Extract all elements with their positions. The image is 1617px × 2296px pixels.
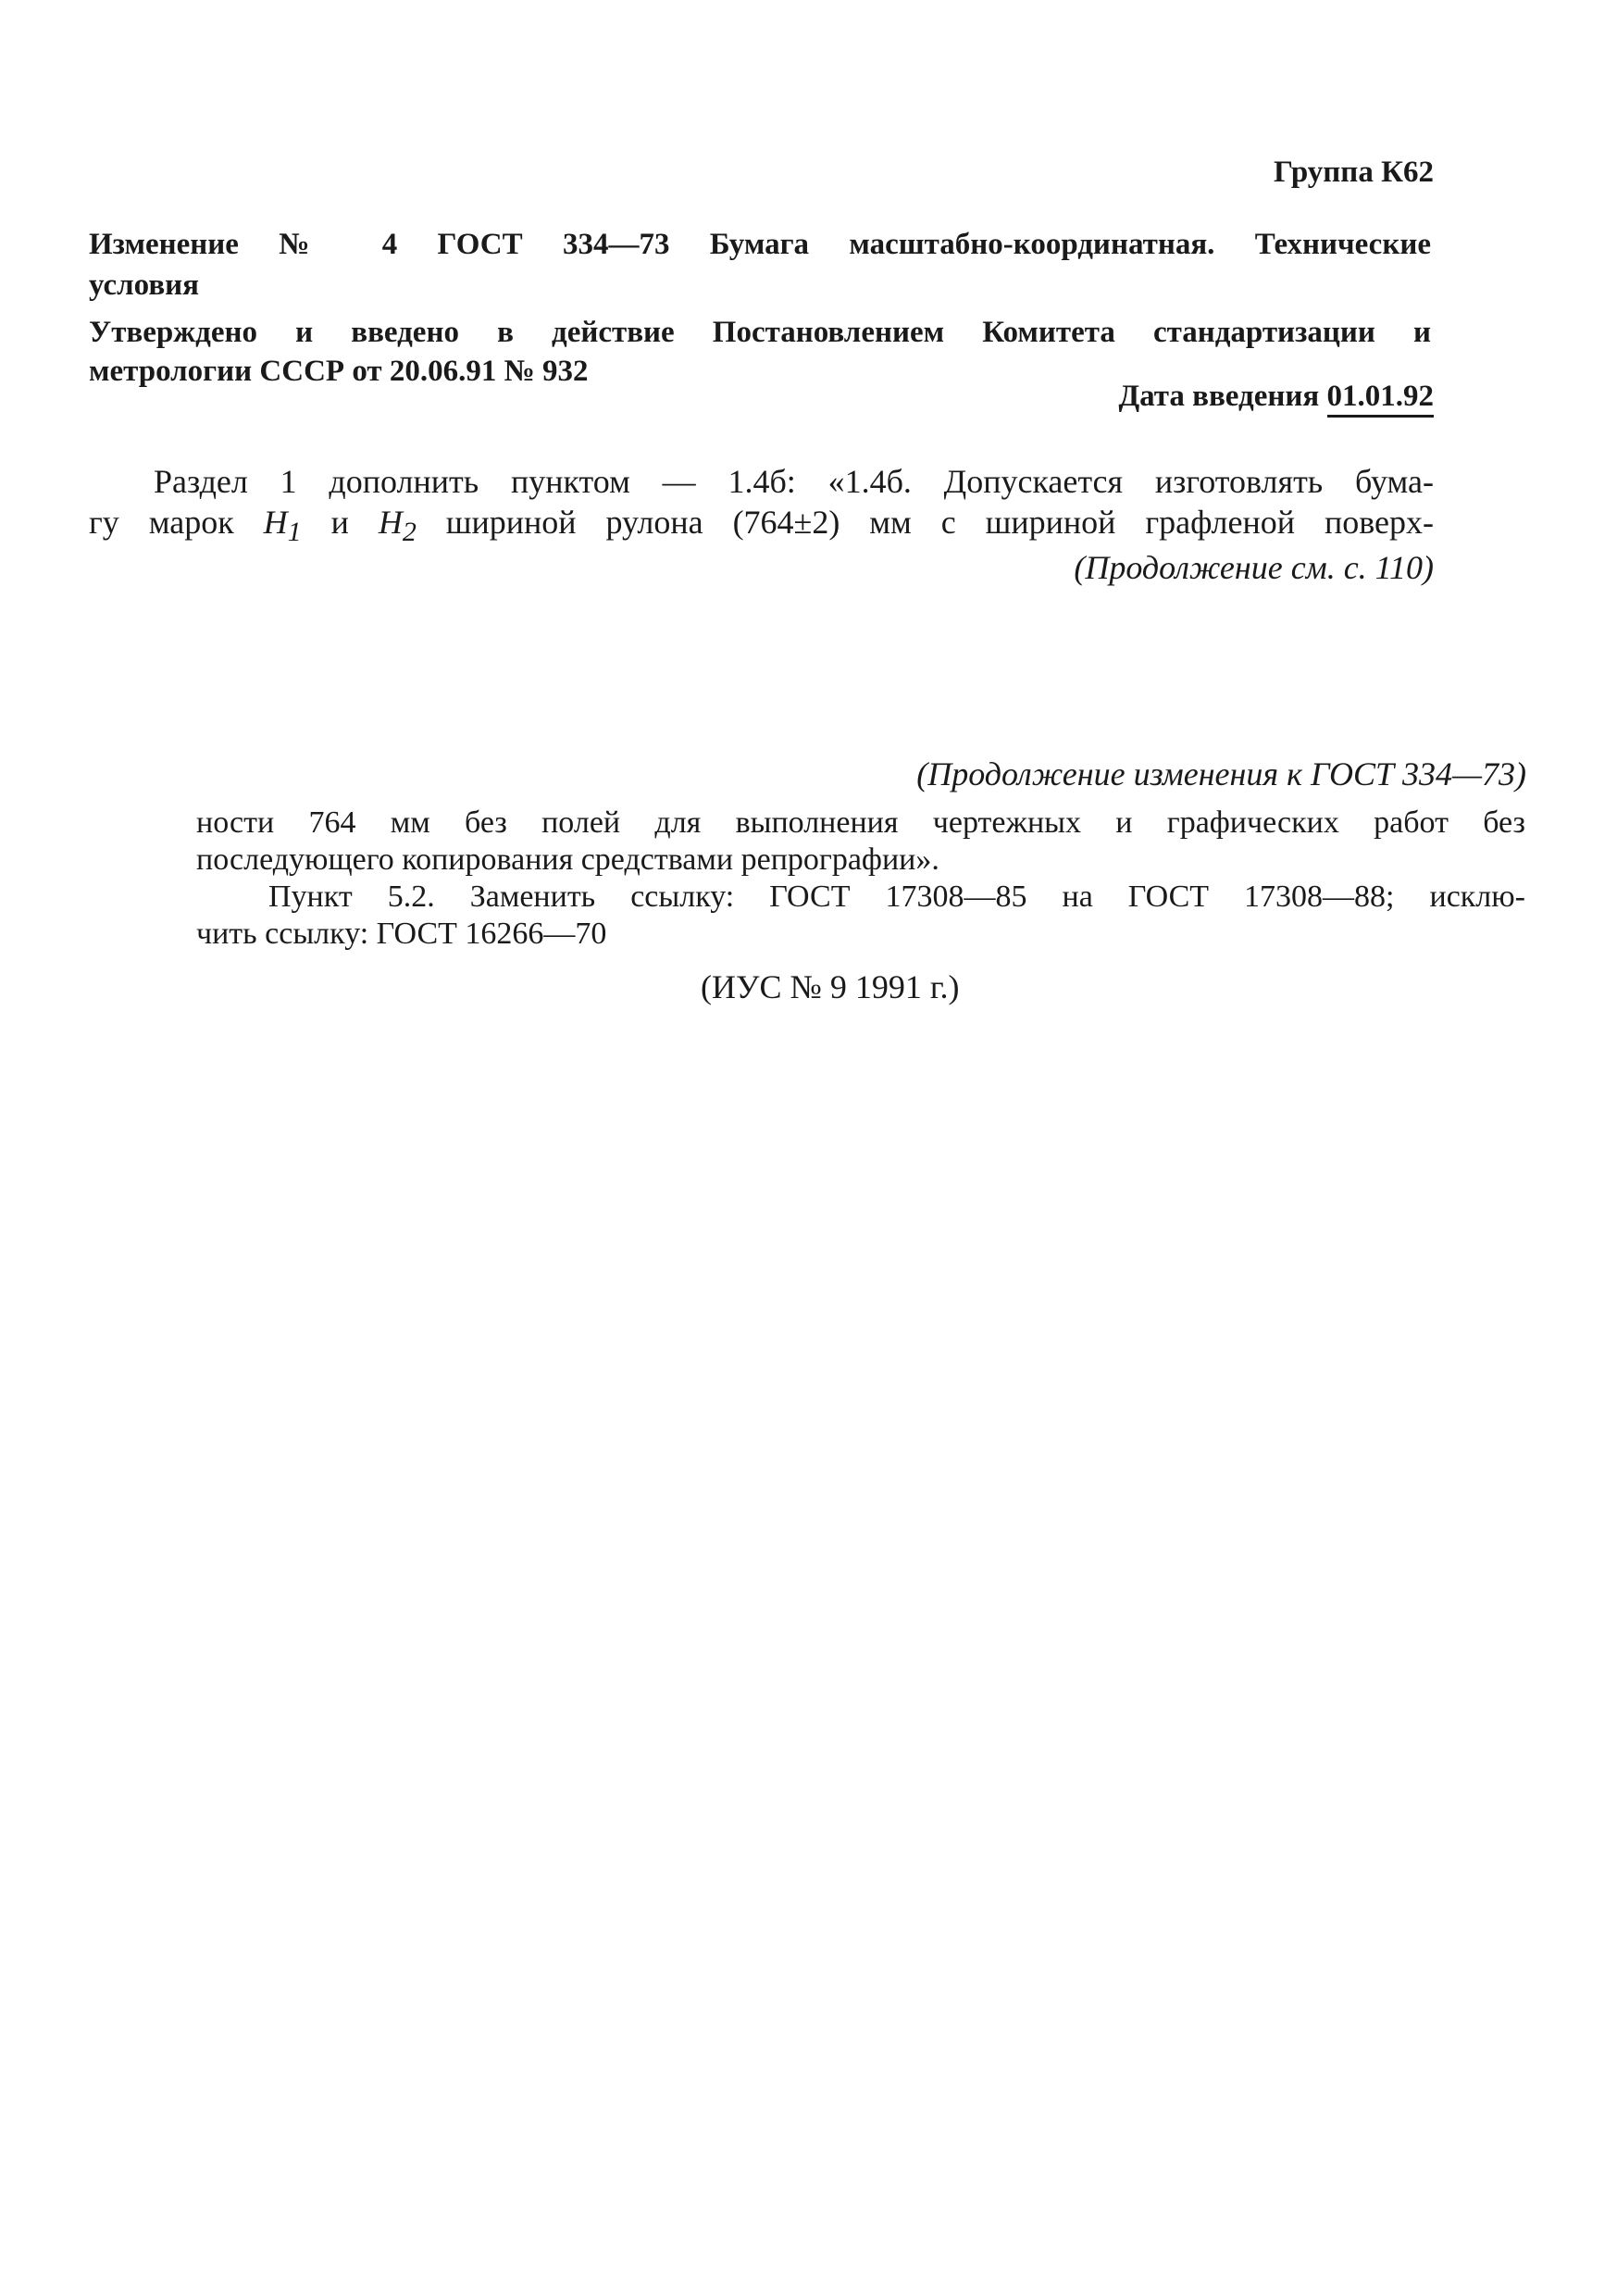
approval-statement: Утверждено и введено в действие Постановлением Комитета стандартизации и — [89, 316, 1431, 349]
effective-date-value: 01.01.92 — [1327, 380, 1435, 418]
paragraph-2-line-2: последующего копирования средствами репрографии». — [196, 842, 939, 877]
paragraph-2-line-1: ности 764 мм без полей для выполнения чертежных и графических работ без — [196, 805, 1525, 840]
grade-letter: H — [263, 504, 288, 541]
continued-note: (Продолжение см. с. 110) — [1074, 549, 1434, 586]
group-code: Группа К62 — [1273, 156, 1434, 189]
grade-letter: H — [378, 504, 403, 541]
effective-date-label: Дата введения — [1118, 380, 1320, 413]
paragraph-3-line-2: чить ссылку: ГОСТ 16266—70 — [196, 917, 607, 951]
text-fragment: и — [301, 504, 379, 541]
effective-date — [1118, 380, 1434, 414]
paragraph-1-line-2 — [89, 503, 1434, 548]
source-reference: (ИУС № 9 1991 г.) — [701, 968, 960, 1005]
grade-subscript: 1 — [287, 517, 302, 548]
paragraph-1-line-1: Раздел 1 дополнить пунктом — 1.4б: «1.4б. Допускается изготовлять бума- — [154, 463, 1434, 500]
text-fragment: гу марок — [89, 504, 264, 541]
paragraph-3-line-1: Пункт 5.2. Заменить ссылку: ГОСТ 17308—85 на ГОСТ 17308—88; исклю- — [268, 880, 1525, 914]
grade-h1 — [263, 504, 302, 548]
amendment-title: Изменение № 4 ГОСТ 334—73 Бумага масштабно-координатная. Технические — [89, 228, 1431, 261]
amendment-title-cont: условия — [89, 268, 200, 302]
continuation-header: (Продолжение изменения к ГОСТ 334—73) — [916, 755, 1526, 792]
approval-statement-cont: метрологии СССР от 20.06.91 № 932 — [89, 355, 589, 388]
grade-h2 — [378, 504, 417, 548]
text-fragment: шириной рулона (764±2) мм с шириной графленой поверх- — [416, 504, 1434, 541]
grade-subscript: 2 — [402, 517, 417, 548]
